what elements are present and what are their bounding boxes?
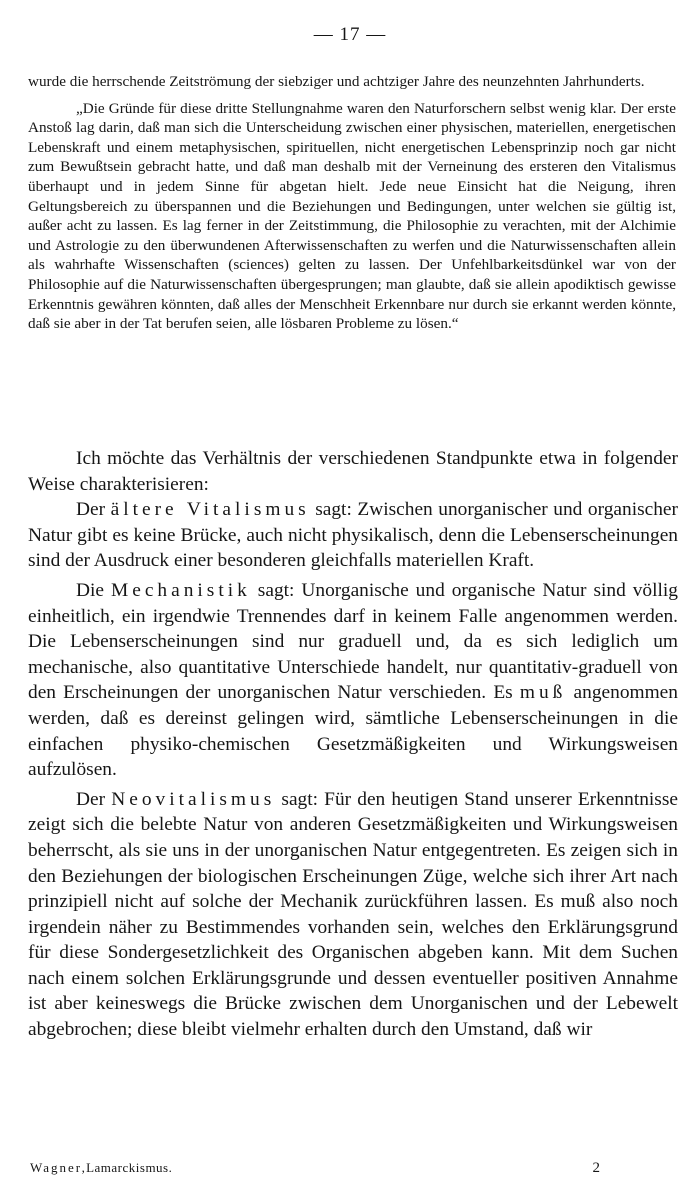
footer-reference xyxy=(30,1160,172,1177)
page-number: — 17 — xyxy=(313,24,387,45)
page-footer xyxy=(30,1160,600,1177)
paragraph-mechanistik xyxy=(28,578,678,783)
paragraph-text: sagt: Für den heutigen Stand unserer Erkenntnisse zeigt sich die belebte Natur von anderen Gesetzmäßigkeiten und Wirkungsweisen beherrscht, als sie uns in der unorganischen Natur entgegentreten. Es zeigen sich in den Beziehungen der biologischen Erscheinungen Züge, welche sich ihrer Art nach prinzipiell nicht auf solche der Mechanik zurückführen lassen. Es muß also noch irgendein näher zu Bestimmendes vorhanden sein, welches den Erklärungsgrund für diese Sondergesetzlichkeit des Organischen abgeben kann. Mit dem Suchen nach einem solchen Erklärungsgrunde und dessen eventueller positiven Annahme ist aber keineswegs die Brücke zwischen dem Unorganischen und der Lebewelt abgebrochen; diese bleibt vielmehr erhalten durch den Umstand, daß wir xyxy=(28,788,678,1041)
term-muss: muß xyxy=(519,682,567,704)
footer-title: Lamarckismus. xyxy=(86,1160,173,1175)
continuation-paragraph: wurde die herrschende Zeitströmung der siebziger und achtziger Jahre des neunzehnten Jahrhunderts. xyxy=(28,73,645,90)
signature-mark: 2 xyxy=(592,1160,600,1176)
footer-author: Wagner, xyxy=(30,1160,87,1175)
term-aelterer-vitalismus: ältere Vitalismus xyxy=(110,499,310,521)
term-mechanistik: Mechanistik xyxy=(110,579,251,601)
paragraph-text: angenommen werden, daß es dereinst gelingen wird, sämtliche Lebenserscheinungen in die einfachen physiko-chemischen Gesetzmäßigkeiten und Wirkungsweisen aufzulösen. xyxy=(28,682,678,781)
quote-section xyxy=(28,72,676,334)
paragraph-text: sagt: Zwischen unorganischer und organischer Natur gibt es keine Brücke, auch nicht physikalisch, denn die Lebenserscheinungen sind der Ausdruck einer besonderen gleichfalls materiellen Kraft. xyxy=(28,499,678,572)
main-text xyxy=(28,446,678,1043)
paragraph-lead: Der xyxy=(76,788,112,810)
paragraph-lead: Der xyxy=(76,499,111,521)
quotation-paragraph: „Die Gründe für diese dritte Stellungnahme waren den Naturforschern selbst wenig klar. Der erste Anstoß lag darin, daß man sich die Unterscheidung zwischen einer physischen, materiellen, energetischen Lebenskraft und einem metaphysischen, spirituellen, nicht energetischen Lebensprinzip noch gar nicht zum Bewußtsein gebracht hatte, und daß man deshalb mit der Verneinung des ersteren den Vitalismus überhaupt und in jedem Sinne für abgetan hielt. Jede neue Einsicht hat die Neigung, ihren Geltungsbereich zu überspannen und die Beziehungen und Bedingungen, unter welchen sie gültig ist, außer acht zu lassen. Es lag ferner in der Zeitstimmung, die Philosophie zu verachten, mit der Alchimie und Astrologie zu den überwundenen Afterwissenschaften zu werfen und die Naturwissenschaften allein als wahrhafte Wissenschaften (sciences) gelten zu lassen. Der Unfehlbarkeitsdünkel war von der Philosophie auf die Naturwissenschaften übergesprungen; man glaubte, daß sie allein apodiktisch gewisse Erkenntnis gewähren könnten, daß alles der Menschheit Erkennbare nur durch sie erkannt werden könnte, daß sie aber in der Tat berufen seien, alle lösbaren Probleme zu lösen.“ xyxy=(28,99,676,333)
paragraph-text: sagt: Unorganische und organische Natur sind völlig einheitlich, ein irgendwie Trennendes darf in keinem Falle angenommen werden. Die Lebenserscheinungen sind nur graduell und, da es sich lediglich um mechanische, also quantitative Unterschiede handelt, nur quantitativ-graduell von den Erscheinungen der unorganischen Natur verschieden. Es xyxy=(28,579,678,704)
paragraph-vitalismus xyxy=(28,497,678,574)
term-neovitalismus: Neovitalismus xyxy=(111,788,276,810)
intro-paragraph: Ich möchte das Verhältnis der verschiedenen Standpunkte etwa in folgender Weise charakterisieren: xyxy=(28,448,678,495)
paragraph-neovitalismus xyxy=(28,787,678,1043)
paragraph-lead: Die xyxy=(76,579,111,601)
